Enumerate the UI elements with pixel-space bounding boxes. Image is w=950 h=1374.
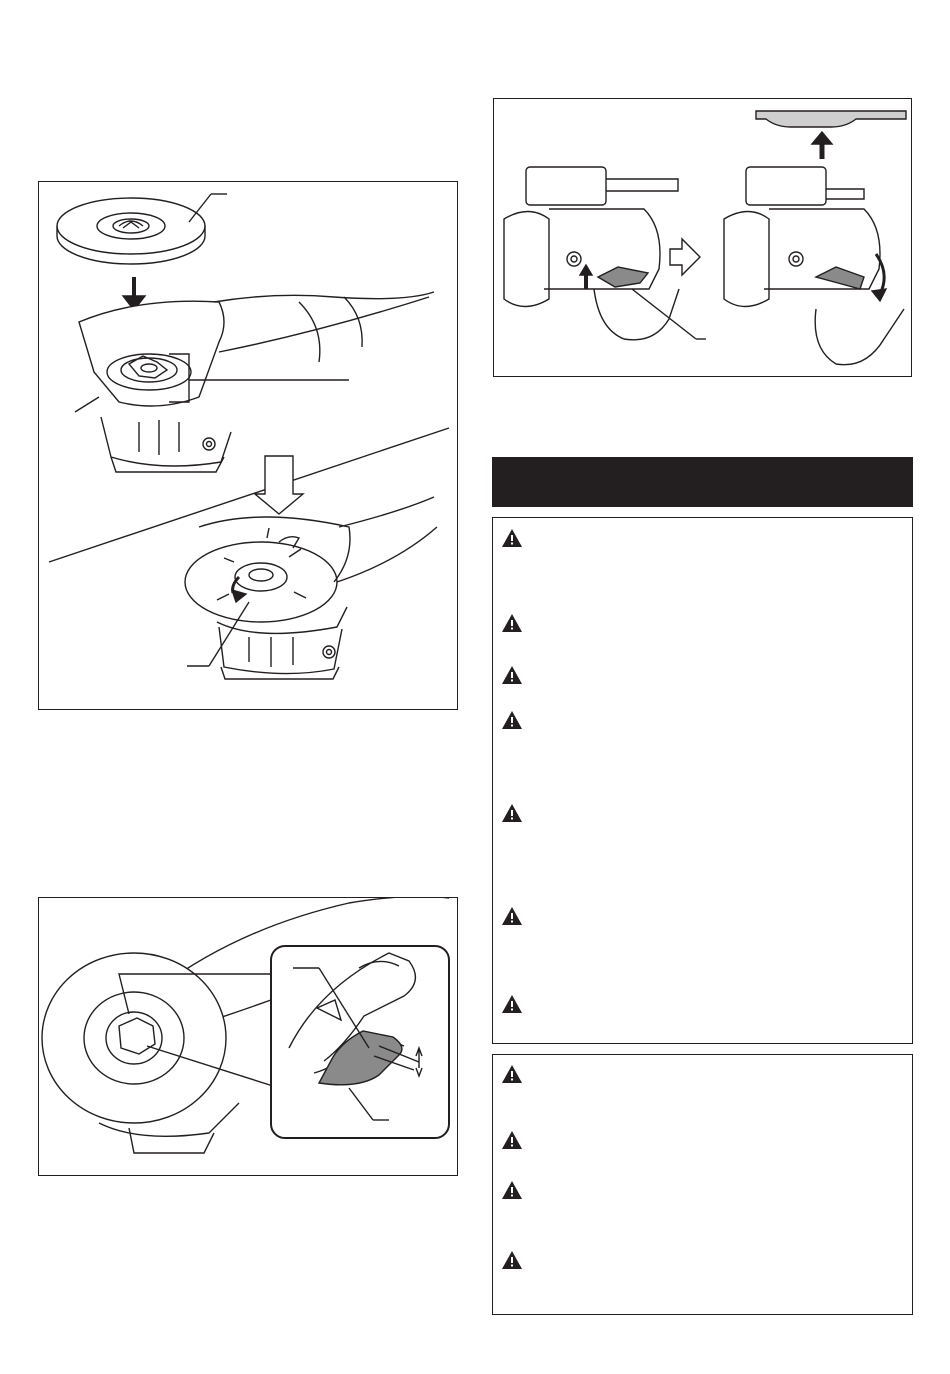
warning-triangle-icon [501,1250,523,1270]
lock-lever-check-figure [38,897,458,1176]
warning-triangle-icon [501,994,523,1014]
warning-triangle-icon [501,613,523,633]
wheel-installation-figure [38,181,458,710]
warning-triangle-icon [501,803,523,823]
warning-triangle-icon [501,1180,523,1200]
warning-triangle-icon [501,710,523,730]
warning-triangle-icon [501,906,523,926]
section-header-bar [492,457,913,507]
wheel-installation-illustration [39,182,459,711]
wheel-removal-figure [493,98,912,377]
wheel-removal-illustration [494,99,913,378]
warning-triangle-icon [501,1130,523,1150]
warning-triangle-icon [501,1064,523,1084]
warning-triangle-icon [501,528,523,548]
warning-box-primary [492,517,913,1044]
lock-lever-check-illustration [39,898,459,1177]
warning-triangle-icon [501,665,523,685]
warning-box-secondary [492,1054,913,1315]
